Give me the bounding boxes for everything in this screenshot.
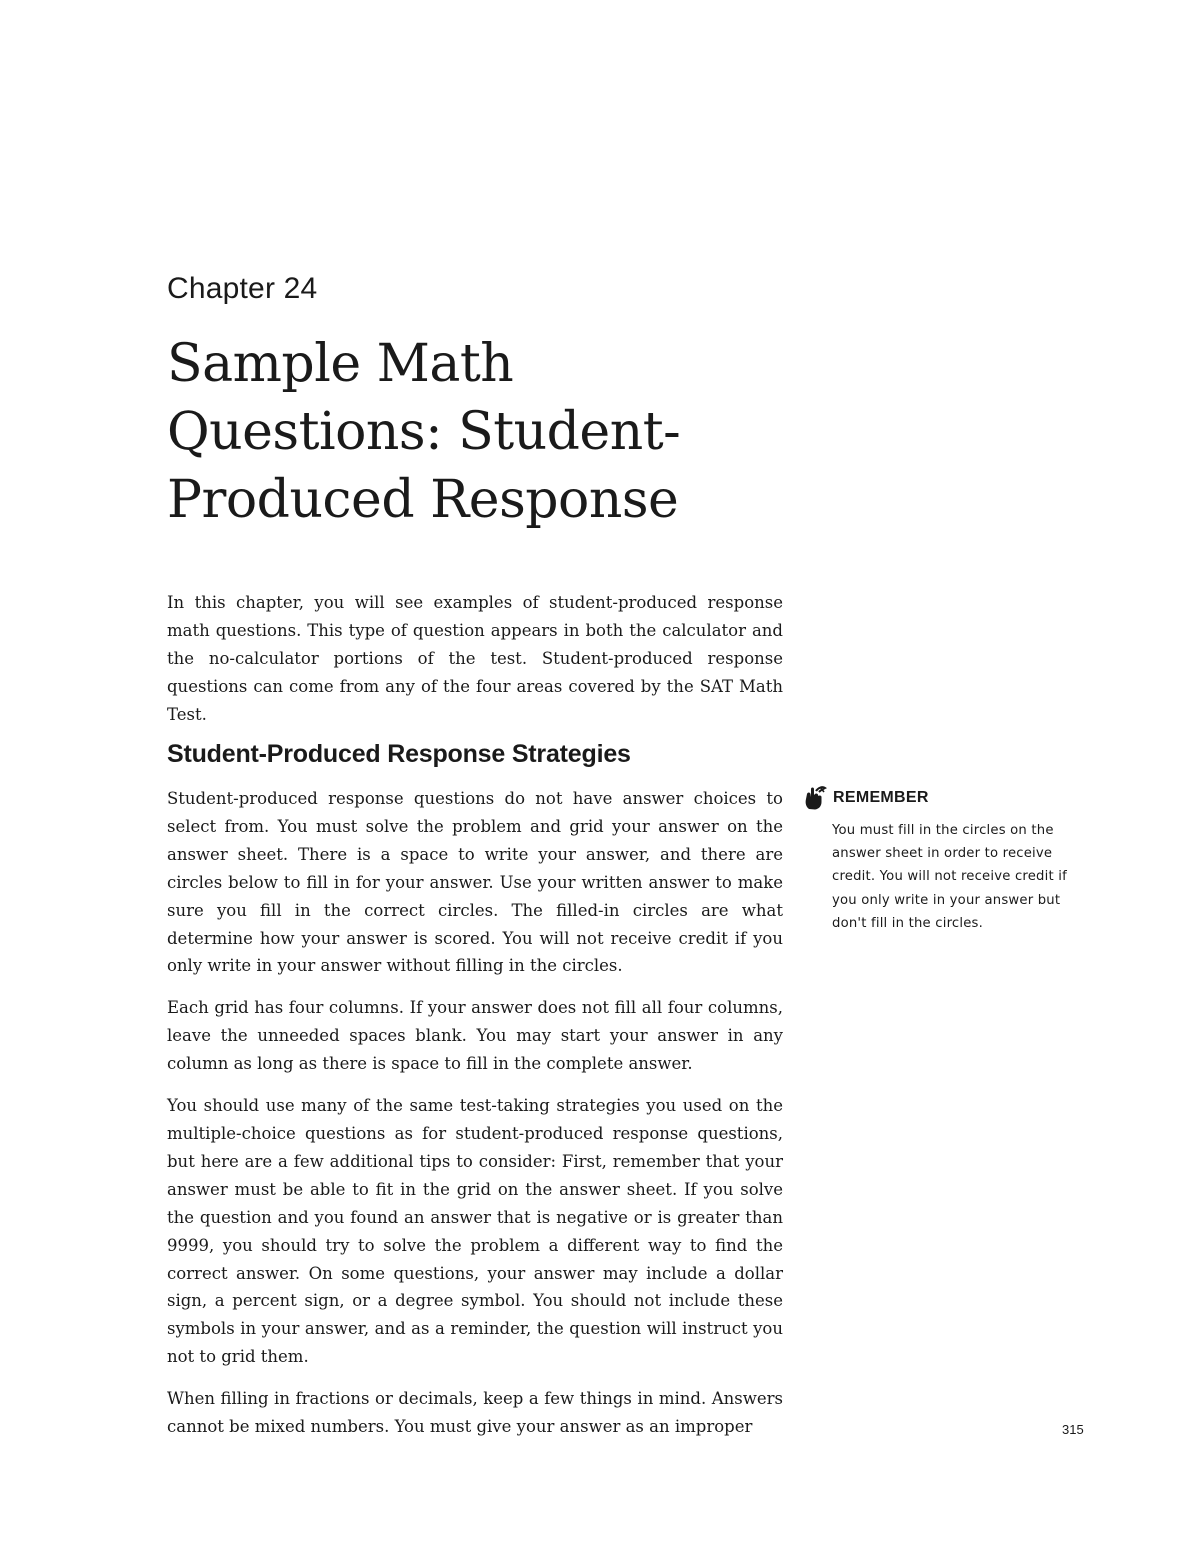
body-paragraph: When filling in fractions or decimals, keep a few things in mind. Answers cannot be mixed numbers. You must give your answer as an improper <box>167 1389 783 1437</box>
remember-sidebar <box>803 785 1088 935</box>
finger-string-icon <box>803 785 827 811</box>
section-heading: Student-Produced Response Strategies <box>167 740 631 768</box>
page-number: 315 <box>1062 1422 1084 1437</box>
remember-header <box>803 785 1088 811</box>
body-paragraph: Student-produced response questions do not have answer choices to select from. You must solve the problem and grid your answer on the answer sheet. There is a space to write your answer, and there are circles below to fill in for your answer. Use your written answer to make sure you fill in the correct circles. The filled-in circles are what determine how your answer is scored. You will not receive credit if you only write in your answer without filling in the circles. <box>167 789 783 976</box>
intro-section <box>167 589 783 729</box>
intro-paragraph: In this chapter, you will see examples of student-produced response math questions. This type of question appears in both the calculator and the no-calculator portions of the test. Student-produced response questions can come from any of the four areas covered by the SAT Math Test. <box>167 593 783 724</box>
chapter-title <box>167 330 807 534</box>
chapter-label: Chapter 24 <box>167 272 318 305</box>
remember-text: You must fill in the circles on the answer sheet in order to receive credit. You will not receive credit if you only write in your answer but don't fill in the circles. <box>832 823 1067 931</box>
remember-title: REMEMBER <box>833 789 929 806</box>
body-paragraph: Each grid has four columns. If your answer does not fill all four columns, leave the unneeded spaces blank. You may start your answer in any column as long as there is space to fill in the complete answer. <box>167 998 783 1074</box>
chapter-title-line: Questions: Student- <box>167 402 681 462</box>
section-body <box>167 785 783 1455</box>
body-paragraph: You should use many of the same test-taking strategies you used on the multiple-choice questions as for student-produced response questions, but here are a few additional tips to consider: First, remember that your answer must be able to fit in the grid on the answer sheet. If you solve the question and you found an answer that is negative or is greater than 9999, you should try to solve the problem a different way to find the correct answer. On some questions, your answer may include a dollar sign, a percent sign, or a degree symbol. You should not include these symbols in your answer, and as a reminder, the question will instruct you not to grid them. <box>167 1096 783 1367</box>
chapter-title-line: Produced Response <box>167 470 679 530</box>
chapter-title-line: Sample Math <box>167 334 514 394</box>
